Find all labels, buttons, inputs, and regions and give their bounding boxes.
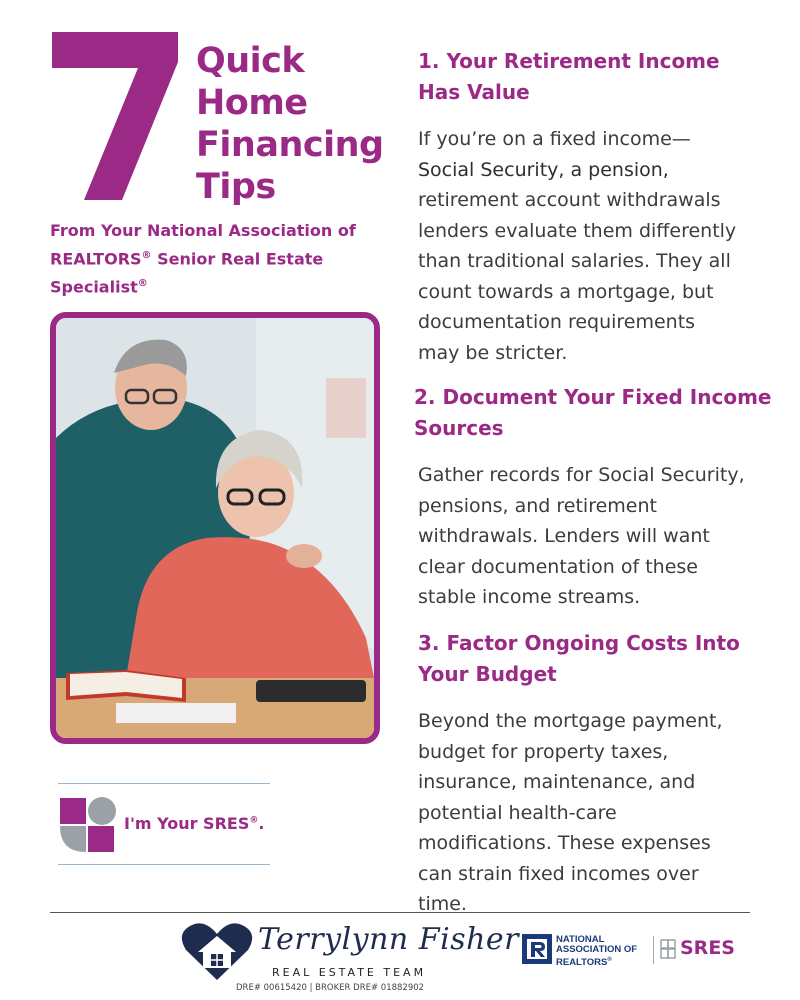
tip-heading: 2. Document Your Fixed Income Sources [414, 385, 772, 440]
subtitle-line: From Your National Association of [50, 221, 356, 240]
sres-quadrant-icon [58, 796, 116, 854]
sres-badge [58, 783, 270, 865]
tip-body: If you’re on a fixed income— Social Security, a pension, retirement account withdrawals lenders evaluate them differently than traditional salaries. They all count towards a mortgage, but documentation requirements may be stricter. [418, 128, 737, 364]
tip-heading: 1. Your Retirement Income Has Value [418, 49, 720, 104]
heart-house-icon [180, 920, 254, 982]
title-line: Home [196, 83, 308, 123]
nar-wordmark: NATIONAL ASSOCIATION OF REALTORS® [556, 934, 638, 969]
realtor-r-icon [522, 934, 552, 964]
sres-label: I'm Your SRES®. [124, 814, 265, 833]
subtitle-line: REALTORS® Senior Real Estate [50, 249, 324, 269]
title-line: Quick [196, 41, 305, 81]
title-line: Financing [196, 125, 384, 165]
page-title [196, 40, 406, 208]
agent-team: REAL ESTATE TEAM [272, 966, 427, 979]
big-number-seven [44, 24, 184, 204]
tip-3 [418, 628, 790, 920]
senior-couple-photo [50, 312, 380, 744]
tip-body: Gather records for Social Security, pensions, and retirement withdrawals. Lenders will want clear documentation of these stable income streams. [418, 464, 745, 608]
tip-1 [418, 46, 790, 368]
sres-wordmark: SRES [680, 937, 735, 959]
tip-heading: 3. Factor Ongoing Costs Into Your Budget [418, 631, 740, 686]
tip-body: Beyond the mortgage payment, budget for property taxes, insurance, maintenance, and potential health-care modifications. These expenses can strain fixed incomes over time. [418, 710, 723, 915]
footer-divider [50, 912, 750, 913]
agent-license: DRE# 00615420 | BROKER DRE# 01882902 [236, 983, 425, 993]
subtitle-line: Specialist® [50, 277, 148, 297]
tip-2 [414, 382, 786, 613]
sres-small-icon [660, 939, 676, 959]
subtitle [50, 218, 390, 300]
title-line: Tips [196, 167, 276, 207]
footer-logo-divider [653, 936, 654, 964]
agent-name: Terrylynn Fisher [258, 922, 520, 957]
